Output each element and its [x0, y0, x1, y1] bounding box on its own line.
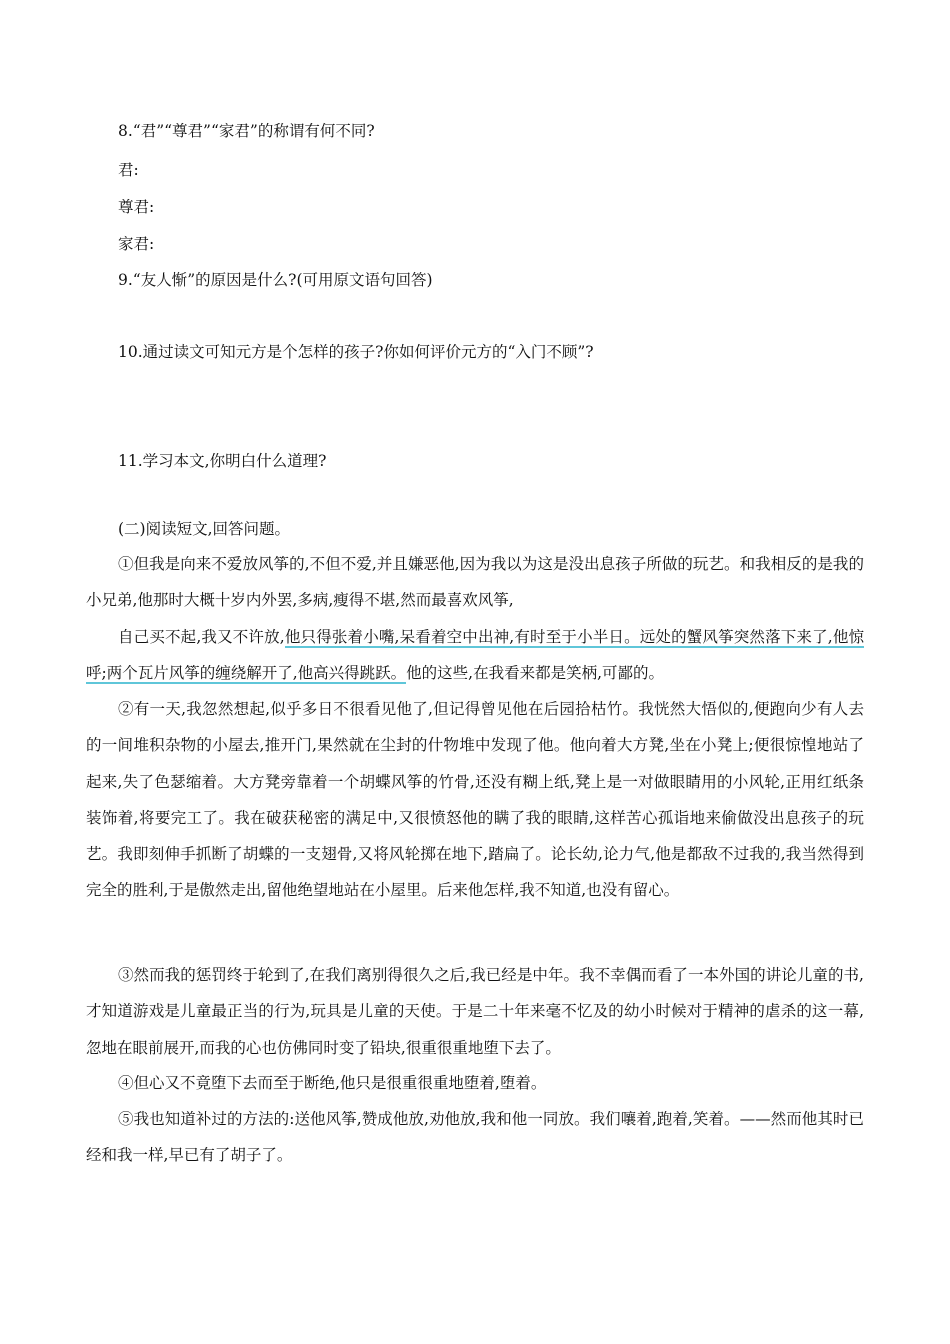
- paragraph-4: ③然而我的惩罚终于轮到了,在我们离别得很久之后,我已经是中年。我不幸偶而看了一本外国的讲论儿童的书,才知道游戏是儿童最正当的行为,玩具是儿童的天使。于是二十年来毫不忆及的幼小时候对于精神的虐杀的这一幕,忽地在眼前展开,而我的心也仿佛同时变了铅块,很重很重地堕下去了。: [86, 966, 864, 1057]
- paragraph-5: ④但心又不竟堕下去而至于断绝,他只是很重很重地堕着,堕着。: [118, 1074, 547, 1092]
- question-8: 8.“君”“尊君”“家君”的称谓有何不同?: [118, 122, 375, 140]
- highlighted-passage: 他只得张着小嘴,呆看着空中出神,有时至于小半日。远处的蟹风筝突然落下来了,他惊呼;两个瓦片风筝的缠绕解开了,他高兴得跳跃。: [86, 628, 864, 683]
- paragraph-2-after: 他的这些,在我看来都是笑柄,可鄙的。: [406, 664, 665, 683]
- question-9: 9.“友人惭”的原因是什么?(可用原文语句回答): [118, 271, 433, 289]
- paragraph-3: ②有一天,我忽然想起,似乎多日不很看见他了,但记得曾见他在后园拾枯竹。我恍然大悟似的,便跑向少有人去的一间堆积杂物的小屋去,推开门,果然就在尘封的什物堆中发现了他。他向着大方凳,坐在小凳上;便很惊惶地站了起来,失了色瑟缩着。大方凳旁靠着一个胡蝶风筝的竹骨,还没有糊上纸,凳上是一对做眼睛用的小风轮,正用红纸条装饰着,将要完工了。我在破获秘密的满足中,又很愤怒他的瞒了我的眼睛,这样苦心孤诣地来偷做没出息孩子的玩艺。我即刻伸手抓断了胡蝶的一支翅骨,又将风轮掷在地下,踏扁了。论长幼,论力气,他是都敌不过我的,我当然得到完全的胜利,于是傲然走出,留他绝望地站在小屋里。后来他怎样,我不知道,也没有留心。: [86, 700, 864, 900]
- paragraph-6: ⑤我也知道补过的方法的:送他风筝,赞成他放,劝他放,我和他一同放。我们嚷着,跑着,笑着。——然而他其时已经和我一样,早已有了胡子了。: [86, 1110, 864, 1165]
- paragraph-2-before: 自己买不起,我又不许放,: [118, 628, 285, 646]
- question-10: 10.通过读文可知元方是个怎样的孩子?你如何评价元方的“入门不顾”?: [118, 343, 594, 361]
- question-8-jun-label: 君:: [118, 161, 139, 179]
- paragraph-2: [86, 619, 864, 692]
- question-8-zunjun-label: 尊君:: [118, 198, 155, 216]
- question-11: 11.学习本文,你明白什么道理?: [118, 452, 327, 470]
- section-heading: (二)阅读短文,回答问题。: [118, 520, 291, 538]
- paragraph-1: ①但我是向来不爱放风筝的,不但不爱,并且嫌恶他,因为我以为这是没出息孩子所做的玩艺。和我相反的是我的小兄弟,他那时大概十岁内外罢,多病,瘦得不堪,然而最喜欢风筝,: [86, 555, 864, 610]
- question-8-jiajun-label: 家君:: [118, 235, 155, 253]
